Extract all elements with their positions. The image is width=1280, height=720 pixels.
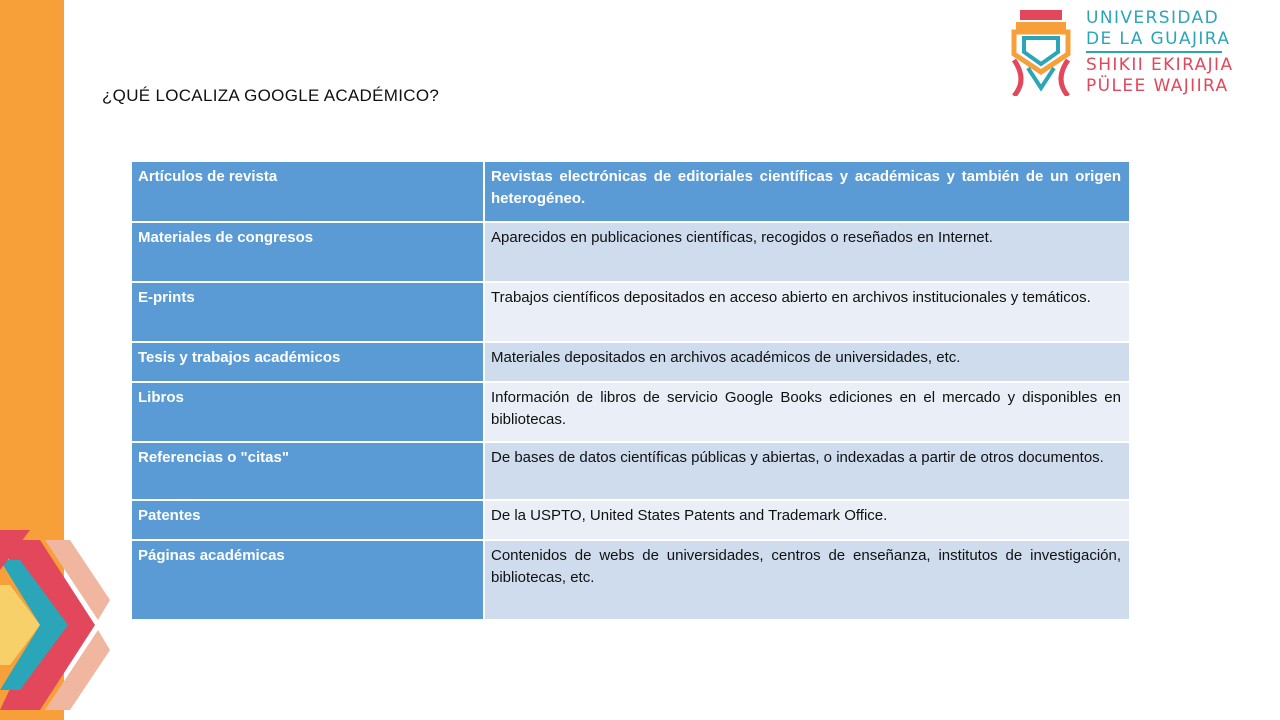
table-row: [132, 222, 1130, 282]
table-row: [132, 442, 1130, 500]
description-cell: Trabajos científicos depositados en acceso abierto en archivos institucionales y temáticos.: [484, 282, 1130, 342]
table-row: [132, 282, 1130, 342]
category-cell: Patentes: [132, 500, 484, 540]
table-row: [132, 500, 1130, 540]
woven-pattern-decoration: [0, 530, 110, 720]
logo-line-3: SHIKII EKIRAJIA: [1086, 55, 1234, 75]
description-cell: Materiales depositados en archivos académicos de universidades, etc.: [484, 342, 1130, 382]
description-cell: De la USPTO, United States Patents and Trademark Office.: [484, 500, 1130, 540]
description-cell: Contenidos de webs de universidades, centros de enseñanza, institutos de investigación, bibliotecas, etc.: [484, 540, 1130, 620]
description-cell: Revistas electrónicas de editoriales científicas y académicas y también de un origen heterogéneo.: [484, 162, 1130, 222]
logo-line-4: PÜLEE WAJIIRA: [1086, 76, 1229, 96]
category-cell: Referencias o "citas": [132, 442, 484, 500]
description-cell: Información de libros de servicio Google Books ediciones en el mercado y disponibles en bibliotecas.: [484, 382, 1130, 442]
description-cell: De bases de datos científicas públicas y abiertas, o indexadas a partir de otros documentos.: [484, 442, 1130, 500]
category-cell: E-prints: [132, 282, 484, 342]
category-cell: Materiales de congresos: [132, 222, 484, 282]
logo-emblem-icon: [1010, 10, 1072, 96]
table-row: [132, 382, 1130, 442]
logo-line-1: UNIVERSIDAD: [1086, 8, 1220, 28]
table-row: [132, 540, 1130, 620]
category-cell: Libros: [132, 382, 484, 442]
category-cell: Páginas académicas: [132, 540, 484, 620]
university-logo: [1010, 6, 1235, 96]
content-table: [132, 162, 1131, 621]
logo-divider: [1086, 51, 1222, 53]
slide-title: ¿QUÉ LOCALIZA GOOGLE ACADÉMICO?: [102, 86, 440, 105]
logo-wordmark: [1086, 8, 1233, 97]
logo-line-2: DE LA GUAJIRA: [1086, 29, 1231, 49]
table-row: [132, 342, 1130, 382]
category-cell: Artículos de revista: [132, 162, 484, 222]
category-cell: Tesis y trabajos académicos: [132, 342, 484, 382]
description-cell: Aparecidos en publicaciones científicas, recogidos o reseñados en Internet.: [484, 222, 1130, 282]
table-row: [132, 162, 1130, 222]
